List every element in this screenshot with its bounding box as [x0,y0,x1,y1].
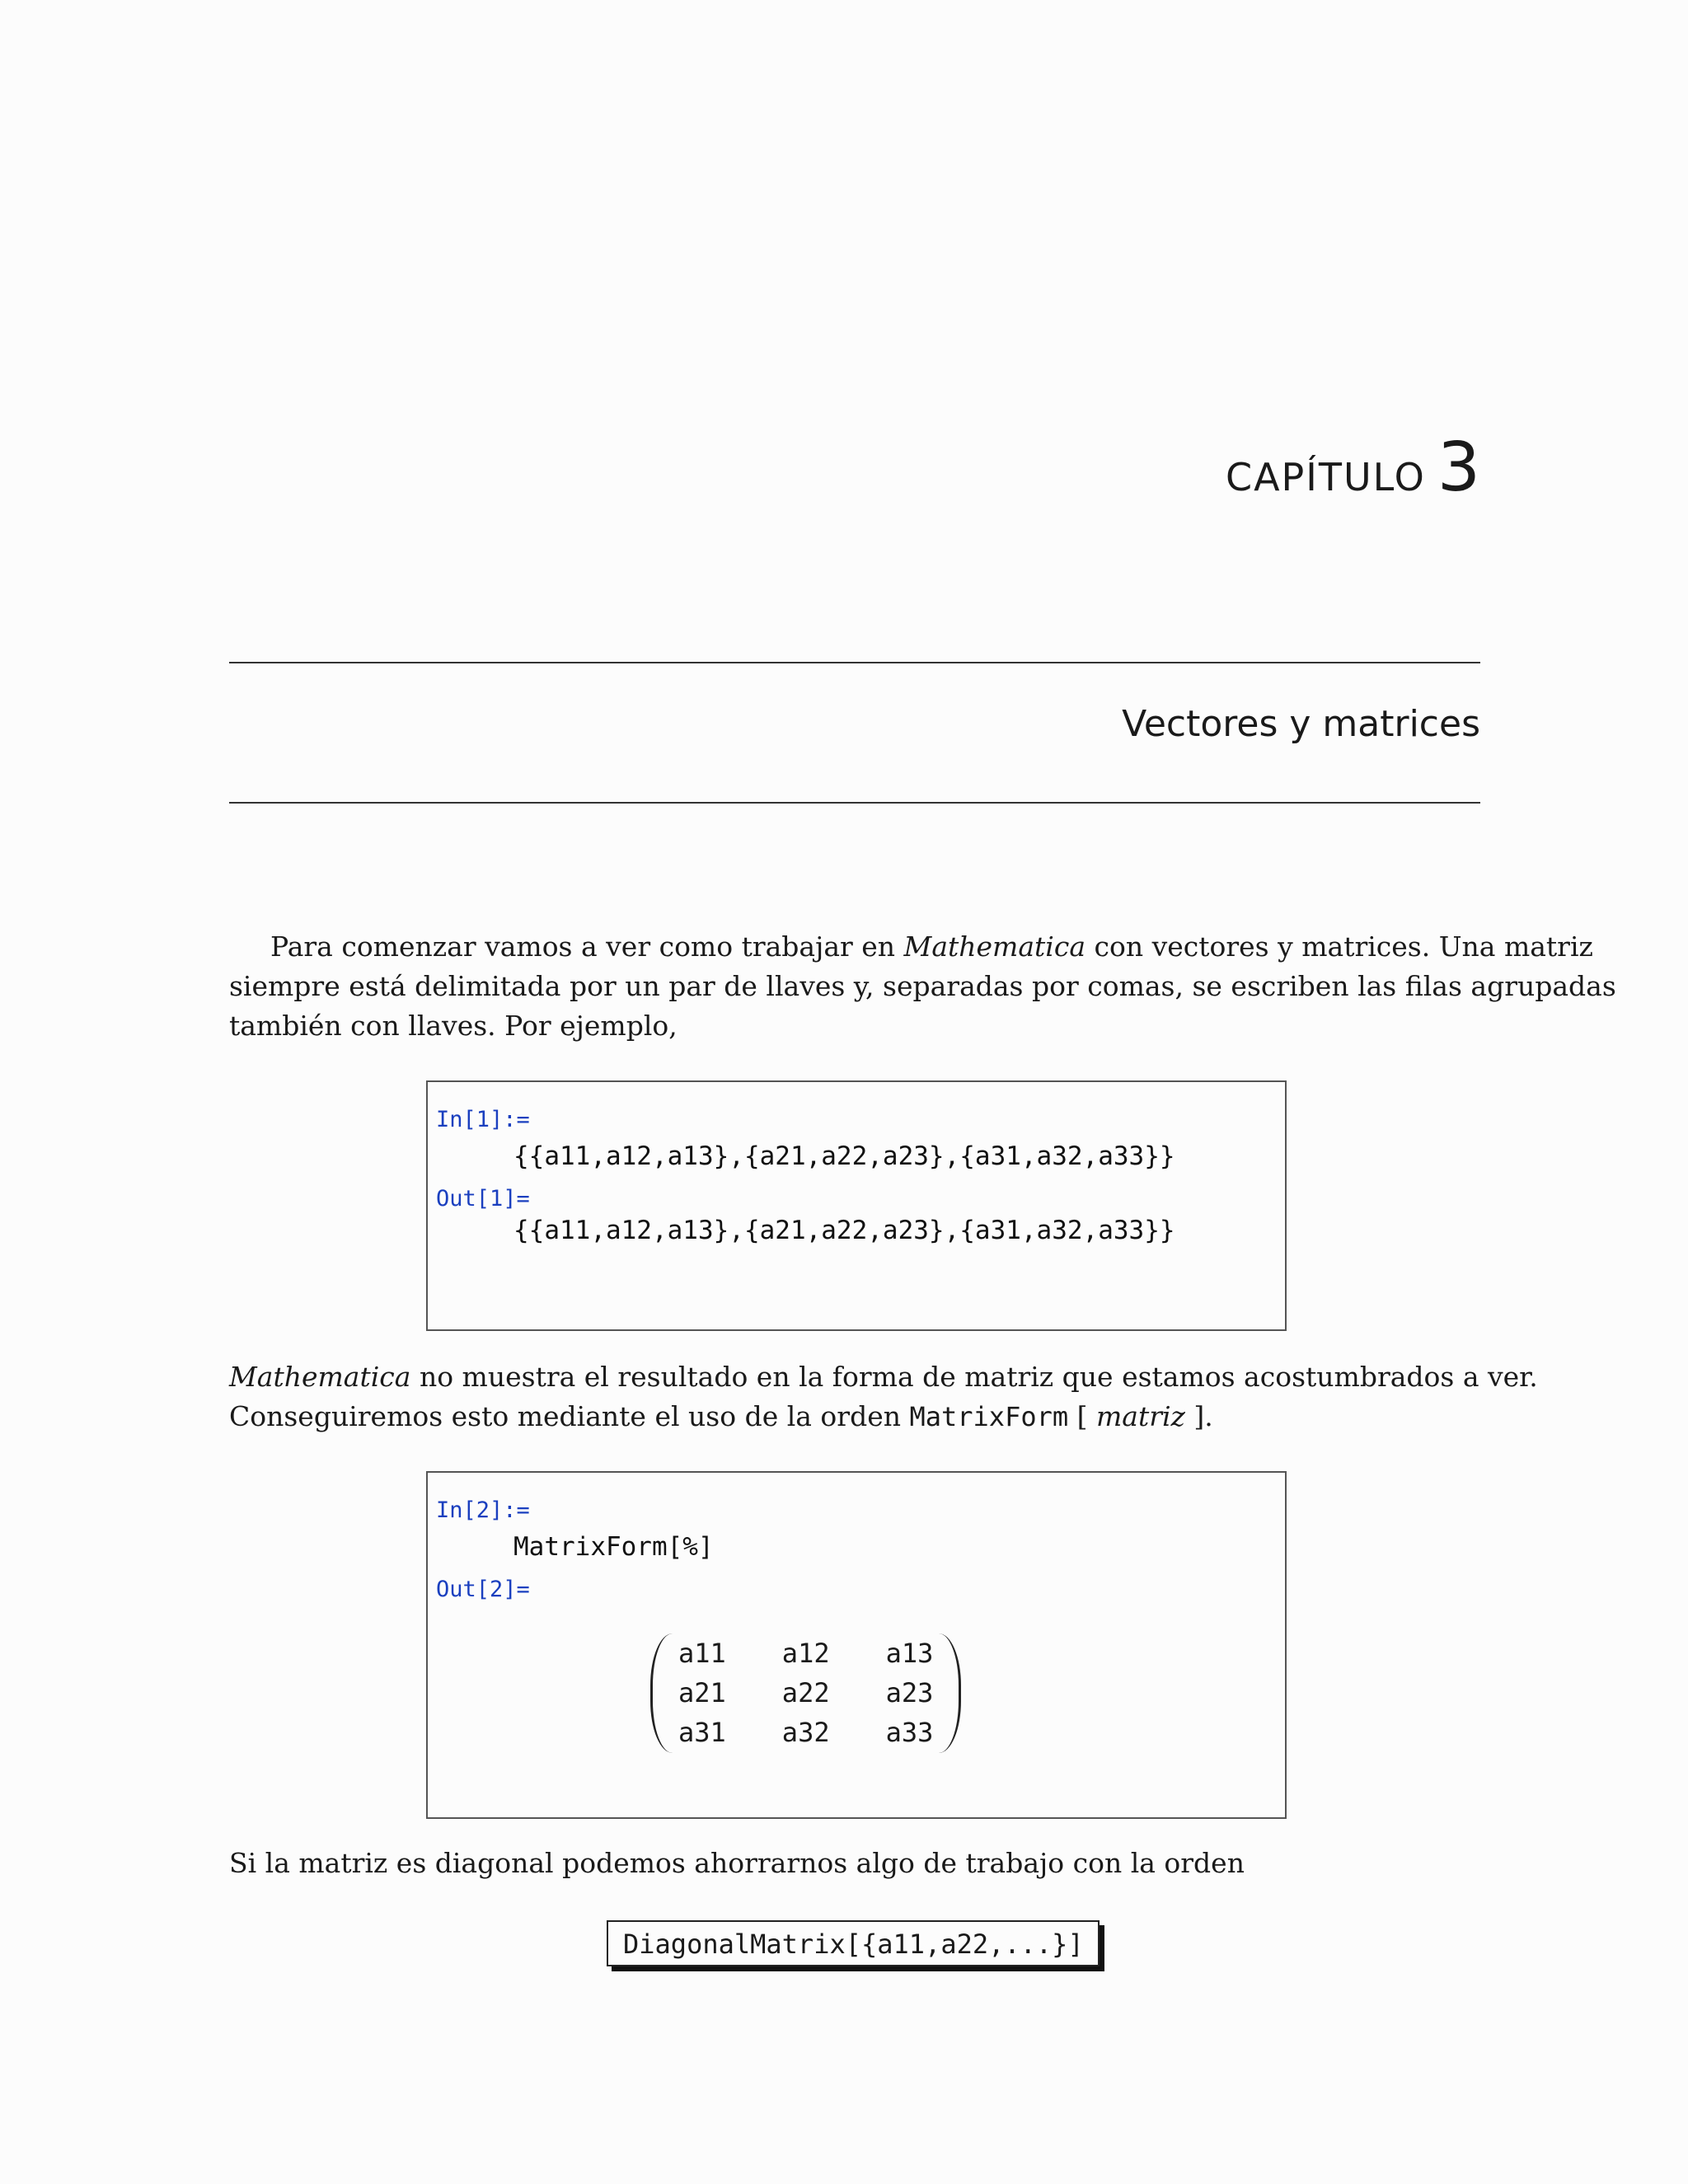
out-label: Out[2]= [436,1577,530,1602]
intro-line-2: siempre está delimitada por un par de llaves y, separadas por comas, se escriben las filas agrupadas [229,970,1616,1002]
inline-code: MatrixForm [909,1401,1069,1432]
notebook-cell-2 [426,1471,1287,1819]
command-text: DiagonalMatrix[{a11,a22,...}] [623,1929,1084,1960]
matrix-row [650,1673,961,1713]
matrix-table [650,1633,961,1752]
matrix-cell: a21 [678,1677,726,1708]
para3-line: Si la matriz es diagonal podemos ahorrarnos algo de trabajo con la orden [229,1847,1245,1879]
matrix-row [650,1633,961,1673]
paragraph-3 [229,1844,1480,1883]
para2-line-1: Mathematica no muestra el resultado en la forma de matriz que estamos acostumbrados a ver. [229,1361,1538,1393]
notebook-cell-1 [426,1080,1287,1331]
intro-line-3: también con llaves. Por ejemplo, [229,1010,678,1042]
bottom-rule [229,802,1480,804]
chapter-title: Vectores y matrices [1122,703,1480,745]
cell-input: {{a11,a12,a13},{a21,a22,a23},{a31,a32,a33}} [513,1141,1175,1171]
matrix-cell: a33 [885,1717,934,1748]
in-label: In[1]:= [436,1107,530,1132]
intro-paragraph [229,927,1616,1046]
matrix-output [650,1633,961,1752]
matrix-cell: a22 [781,1677,830,1708]
matrix-cell: a12 [781,1638,830,1669]
chapter-number: 3 [1437,429,1480,507]
matrix-cell: a32 [781,1717,830,1748]
matrix-cell: a13 [885,1638,934,1669]
para2-line-2: Conseguiremos esto mediante el uso de la orden MatrixForm [ matriz ]. [229,1400,1213,1432]
cell-input: MatrixForm[%] [513,1532,714,1562]
out-label: Out[1]= [436,1186,530,1212]
chapter-word: CAPÍTULO [1225,455,1426,499]
matrix-cell: a31 [678,1717,726,1748]
top-rule [229,662,1480,663]
cell-output: {{a11,a12,a13},{a21,a22,a23},{a31,a32,a33}} [513,1216,1175,1245]
matrix-cell: a23 [885,1677,934,1708]
matrix-row [650,1713,961,1752]
in-label: In[2]:= [436,1497,530,1523]
chapter-heading [1226,429,1480,507]
matrix-cell: a11 [678,1638,726,1669]
intro-line-1: Para comenzar vamos a ver como trabajar en Mathematica con vectores y matrices. Una matriz [270,930,1593,963]
command-box [607,1920,1100,1966]
paragraph-2 [229,1357,1538,1436]
